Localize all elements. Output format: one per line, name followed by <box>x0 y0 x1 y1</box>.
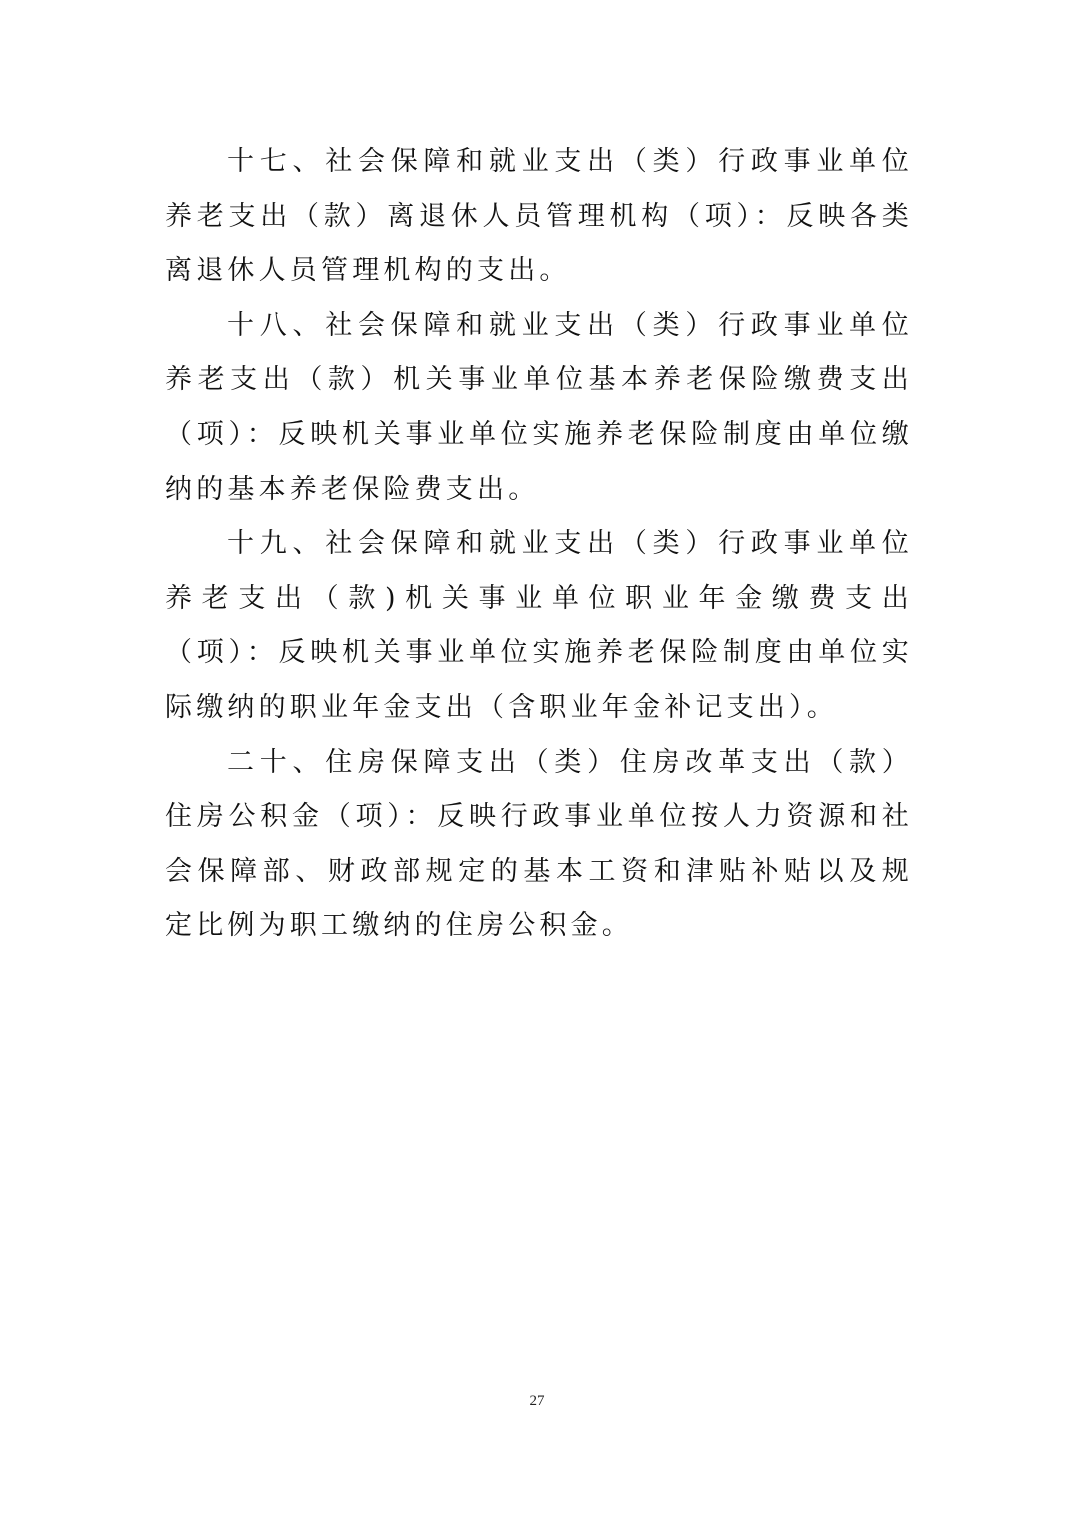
paragraph-17: 十七、社会保障和就业支出（类）行政事业单位养老支出（款）离退休人员管理机构（项）：反映各类离退休人员管理机构的支出。 <box>165 146 913 287</box>
paragraph-19: 十九、社会保障和就业支出（类）行政事业单位养老支出（款)机关事业单位职业年金缴费支出（项）：反映机关事业单位实施养老保险制度由单位实际缴纳的职业年金支出（含职业年金补记支出）。 <box>165 528 913 723</box>
page-number: 27 <box>529 1393 545 1409</box>
page-body <box>165 135 913 954</box>
paragraph-18: 十八、社会保障和就业支出（类）行政事业单位养老支出（款）机关事业单位基本养老保险缴费支出（项）：反映机关事业单位实施养老保险制度由单位缴纳的基本养老保险费支出。 <box>165 309 913 505</box>
paragraph-20: 二十、住房保障支出（类）住房改革支出（款）住房公积金（项）：反映行政事业单位按人力资源和社会保障部、财政部规定的基本工资和津贴补贴以及规定比例为职工缴纳的住房公积金。 <box>165 746 913 942</box>
